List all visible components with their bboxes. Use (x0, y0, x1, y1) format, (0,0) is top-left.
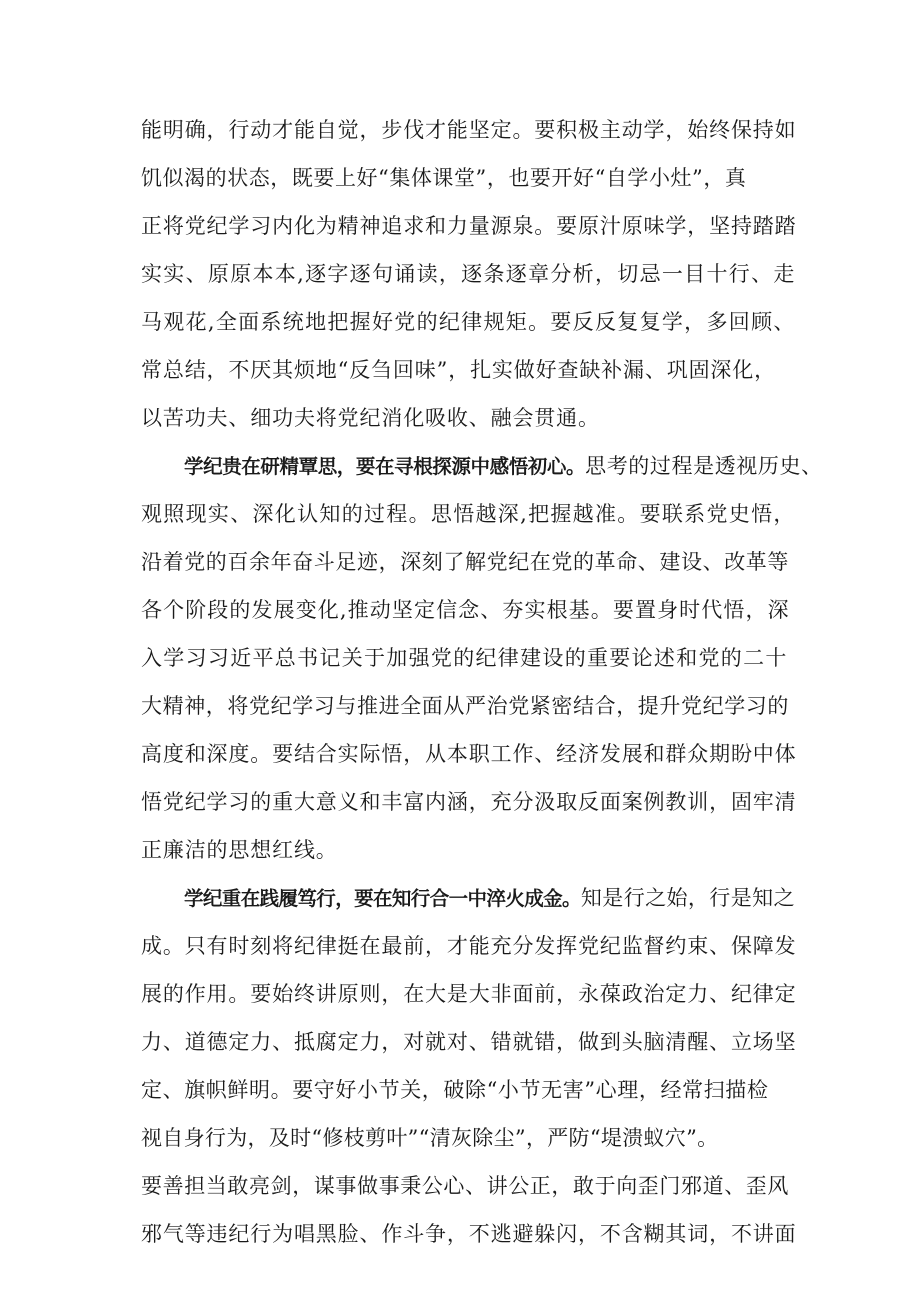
paragraph-1-line-2: 饥似渴的状态，既要上好“集体课堂”，也要开好“自学小灶”，真 (141, 166, 747, 190)
paragraph-3-line-2: 成。只有时刻将纪律挺在最前，才能充分发挥党纪监督约束、保障发 (141, 934, 797, 958)
paragraph-1-line-6: 常总结，不厌其烦地“反刍回味”，扎实做好查缺补漏、巩固深化， (141, 358, 776, 382)
paragraph-3-line-5: 定、旗帜鲜明。要守好小节关，破除“小节无害”心理，经常扫描检 (141, 1078, 769, 1102)
paragraph-1-line-7: 以苦功夫、细功夫将党纪消化吸收、融会贯通。 (141, 406, 600, 430)
paragraph-2-line-5: 入学习习近平总书记关于加强党的纪律建设的重要论述和党的二十 (141, 646, 788, 670)
paragraph-1-line-3: 正将党纪学习内化为精神追求和力量源泉。要原汁原味学，坚持踏踏 (141, 214, 797, 238)
paragraph-3-line-3: 展的作用。要始终讲原则，在大是大非面前，永葆政治定力、纪律定 (141, 982, 797, 1006)
paragraph-3-line-7: 要善担当敢亮剑，谋事做事秉公心、讲公正，敢于向歪门邪道、歪风 (141, 1174, 789, 1198)
paragraph-2-line-3: 沿着党的百余年奋斗足迹，深刻了解党纪在党的革命、建设、改革等 (141, 550, 789, 574)
paragraph-2-line-2: 观照现实、深化认知的过程。思悟越深,把握越准。要联系党史悟， (141, 502, 796, 526)
paragraph-2-line-7: 高度和深度。要结合实际悟，从本职工作、经济发展和群众期盼中体 (141, 742, 797, 766)
paragraph-3-line-8: 邪气等违纪行为唱黑脸、作斗争，不逃避躲闪，不含糊其词，不讲面 (141, 1222, 797, 1246)
paragraph-2-line-4: 各个阶段的发展变化,推动坚定信念、夯实根基。要置身时代悟，深 (141, 598, 790, 622)
paragraph-2-line-9: 正廉洁的思想红线。 (141, 838, 338, 862)
paragraph-3-line-6: 视自身行为，及时“修枝剪叶”“清灰除尘”，严防“堤溃蚁穴”。 (141, 1126, 719, 1150)
paragraph-1-line-4: 实实、原原本本,逐字逐句诵读，逐条逐章分析，切忌一目十行、走 (141, 262, 796, 286)
paragraph-3-lead: 学纪重在践履笃行，要在知行合一中淬火成金。 (184, 887, 581, 910)
paragraph-2-line-8: 悟党纪学习的重大意义和丰富内涵，充分汲取反面案例教训，固牢清 (141, 790, 797, 814)
paragraph-3-first-rest: 知是行之始，行是知之 (580, 886, 795, 910)
paragraph-1-line-1: 能明确，行动才能自觉，步伐才能坚定。要积极主动学，始终保持如 (141, 118, 797, 142)
paragraph-2-line-1 (184, 452, 823, 481)
paragraph-3-line-4: 力、道德定力、抵腐定力，对就对、错就错，做到头脑清醒、立场坚 (141, 1030, 797, 1054)
paragraph-1-line-5: 马观花,全面系统地把握好党的纪律规矩。要反反复复学，多回顾、 (141, 310, 796, 334)
paragraph-2-line-6: 大精神，将党纪学习与推进全面从严治党紧密结合，提升党纪学习的 (141, 694, 789, 718)
paragraph-3-line-1 (184, 884, 795, 913)
paragraph-2-lead: 学纪贵在研精覃思，要在寻根探源中感悟初心。 (184, 455, 586, 478)
paragraph-2-first-rest: 思考的过程是透视历史、 (585, 454, 823, 478)
